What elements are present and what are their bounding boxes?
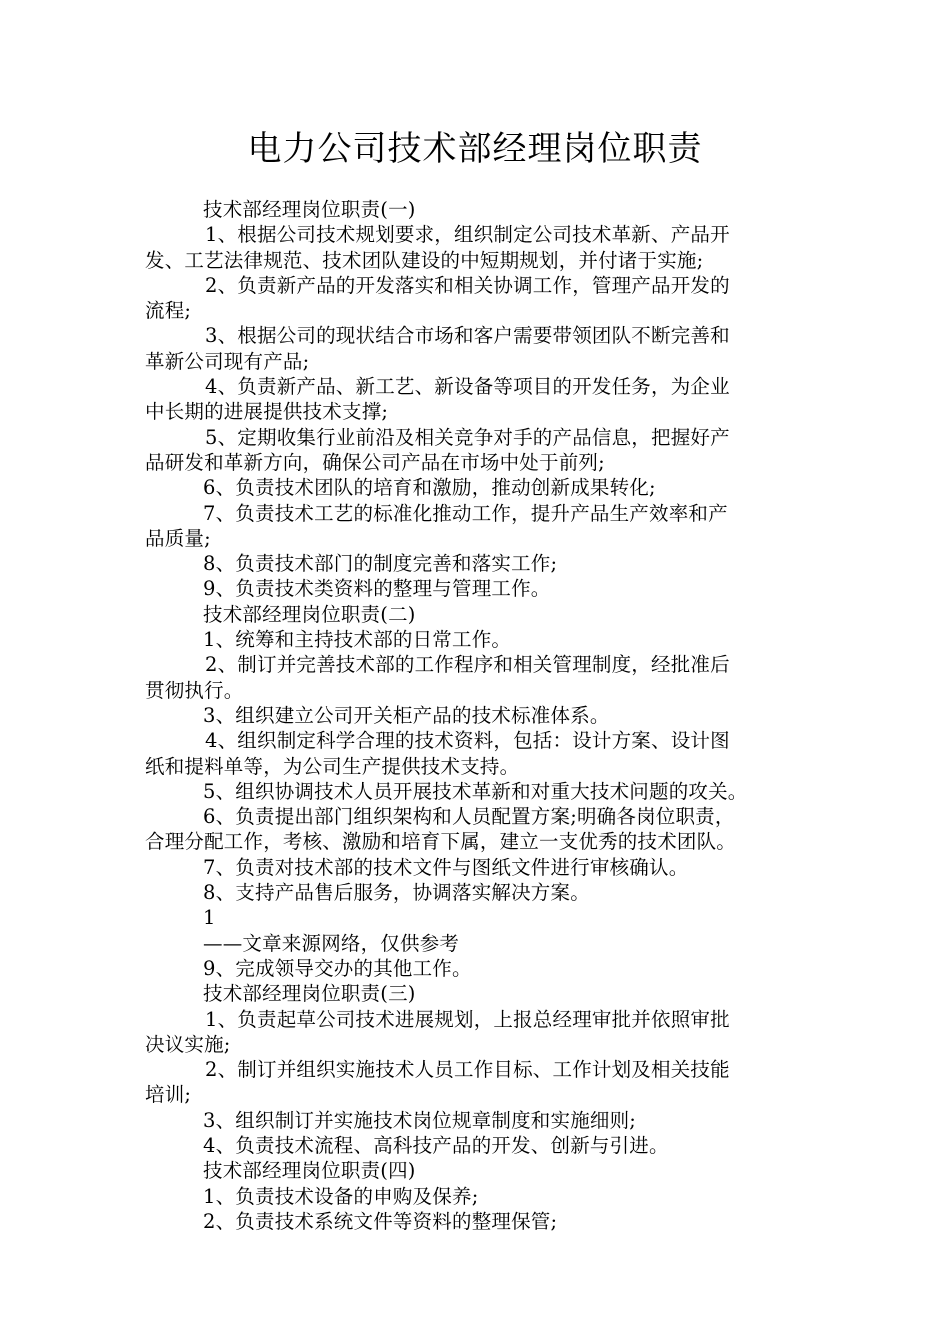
section-heading-3: 技术部经理岗位职责(三) [203,982,416,1006]
paragraph-line: 8、负责技术部门的制度完善和落实工作; [203,552,558,576]
paragraph-line: 3、根据公司的现状结合市场和客户需要带领团队不断完善和 [205,324,730,348]
paragraph-line: 2、负责技术系统文件等资料的整理保管; [203,1209,558,1233]
section-heading-2: 技术部经理岗位职责(二) [203,602,416,626]
page-number: 1 [203,906,216,930]
paragraph-line: 7、负责技术工艺的标准化推动工作，提升产品生产效率和产 [203,501,728,525]
section-heading-1: 技术部经理岗位职责(一) [203,198,416,221]
page-title: 电力公司技术部经理岗位职责 [247,129,703,169]
paragraph-line: 革新公司现有产品; [145,349,310,373]
paragraph-line: 5、组织协调技术人员开展技术革新和对重大技术问题的攻关。 [203,779,748,803]
paragraph-line: 2、制订并完善技术部的工作程序和相关管理制度，经批准后 [205,653,730,677]
paragraph-line: 9、完成领导交办的其他工作。 [203,956,472,980]
paragraph-line: 品研发和革新方向，确保公司产品在市场中处于前列; [145,450,605,474]
paragraph-line: 1、负责起草公司技术进展规划，上报总经理审批并依照审批 [205,1007,730,1031]
paragraph-line: 3、组织制订并实施技术岗位规章制度和实施细则; [203,1108,637,1132]
paragraph-line: 1、负责技术设备的申购及保养; [203,1184,479,1208]
paragraph-line: 4、负责技术流程、高科技产品的开发、创新与引进。 [203,1133,669,1157]
document-body [145,197,809,1234]
paragraph-line: 3、组织建立公司开关柜产品的技术标准体系。 [203,703,610,727]
paragraph-line: 品质量; [145,526,211,550]
paragraph-line: 2、负责新产品的开发落实和相关协调工作，管理产品开发的 [205,273,730,297]
paragraph-line: 7、负责对技术部的技术文件与图纸文件进行审核确认。 [203,855,689,879]
section-heading-4: 技术部经理岗位职责(四) [203,1159,416,1183]
paragraph-line: 6、负责技术团队的培育和激励，推动创新成果转化; [203,476,656,500]
paragraph-line: 8、支持产品售后服务，协调落实解决方案。 [203,881,590,905]
paragraph-line: 9、负责技术类资料的整理与管理工作。 [203,577,551,601]
source-note: ——文章来源网络，仅供参考 [203,931,460,955]
paragraph-line: 决议实施; [145,1032,231,1056]
paragraph-line: 5、定期收集行业前沿及相关竞争对手的产品信息，把握好产 [205,425,730,449]
paragraph-line: 流程; [145,299,192,323]
paragraph-line: 4、负责新产品、新工艺、新设备等项目的开发任务，为企业 [205,375,730,399]
paragraph-line: 1、根据公司技术规划要求，组织制定公司技术革新、产品开 [205,223,730,247]
paragraph-line: 中长期的进展提供技术支撑; [145,400,389,424]
paragraph-line: 1、统筹和主持技术部的日常工作。 [203,628,512,652]
paragraph-line: 6、负责提出部门组织架构和人员配置方案;明确各岗位职责， [203,805,735,829]
paragraph-line: 发、工艺法律规范、技术团队建设的中短期规划，并付诸于实施; [145,248,704,272]
paragraph-line: 培训; [145,1083,192,1107]
paragraph-line: 2、制订并组织实施技术人员工作目标、工作计划及相关技能 [205,1058,730,1082]
paragraph-line: 纸和提料单等，为公司生产提供技术支持。 [145,754,520,778]
paragraph-line: 4、组织制定科学合理的技术资料，包括：设计方案、设计图 [205,729,730,753]
paragraph-line: 合理分配工作，考核、激励和培育下属，建立一支优秀的技术团队。 [145,830,737,854]
paragraph-line: 贯彻执行。 [145,678,244,702]
